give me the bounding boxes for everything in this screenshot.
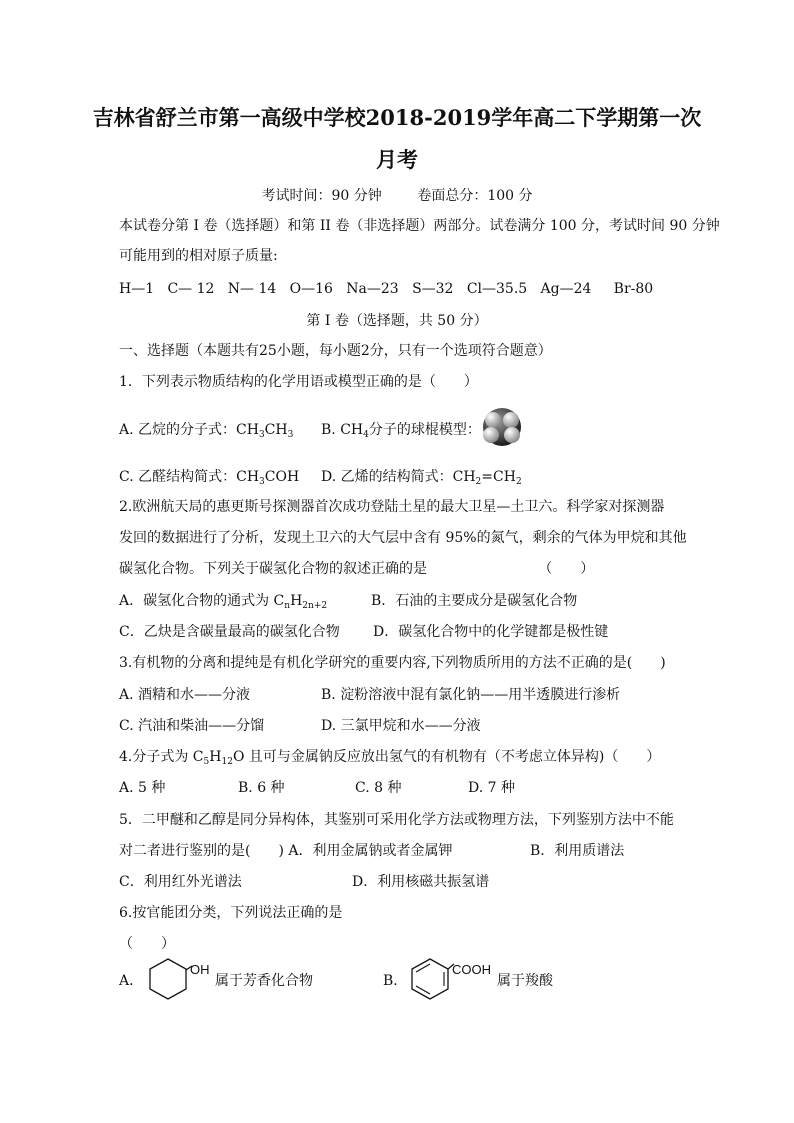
q2-stem-line2: 发回的数据进行了分析，发现土卫六的大气层中含有 95%的氮气，剩余的气体为甲烷和其他 bbox=[119, 530, 687, 546]
methane-ball-model-icon bbox=[476, 406, 528, 448]
q1-option-a: A. 乙烷的分子式：$CH_3CH_3$ bbox=[119, 422, 294, 440]
q1-option-d: D. 乙烯的结构简式：$CH_2=CH_2$ bbox=[321, 469, 522, 487]
q3-option-c: C. 汽油和柴油——分馏 bbox=[119, 718, 265, 734]
q5-option-b: B．利用质谱法 bbox=[530, 843, 625, 859]
q5-stem-line1: 5．二甲醚和乙醇是同分异构体，其鉴别可采用化学方法或物理方法，下列鉴别方法中不能 bbox=[119, 812, 674, 828]
intro-line1: 本试卷分第 I 卷（选择题）和第 II 卷（非选择题）两部分。试卷满分 100 分，考试时间 90 分钟 bbox=[119, 218, 720, 234]
q1-option-b: B. $CH_4$分子的球棍模型： bbox=[321, 422, 481, 440]
q4-option-a: A. 5 种 bbox=[119, 780, 166, 796]
benzoic-acid-structure-icon bbox=[406, 955, 456, 1003]
q2-option-b: B．石油的主要成分是碳氢化合物 bbox=[371, 593, 578, 609]
q6-option-b-label: B． bbox=[383, 973, 408, 989]
q3-option-d: D. 三氯甲烷和水——分液 bbox=[321, 718, 481, 734]
q5-stem-line2: 对二者进行鉴别的是( ) A．利用金属钠或者金属钾 bbox=[119, 843, 453, 859]
q2-option-a: A．碳氢化合物的通式为 $C_nH_{2n+2}$ bbox=[119, 593, 328, 611]
q4-option-d: D. 7 种 bbox=[468, 780, 515, 796]
part1-title: 第 I 卷（选择题，共 50 分） bbox=[306, 313, 488, 329]
q4-stem: 4.分子式为 $C_5H_{12}O$ 且可与金属钠反应放出氢气的有机物有（不考虑立体异构)（ ） bbox=[119, 749, 661, 767]
q3-option-b: B. 淀粉溶液中混有氯化钠——用半透膜进行渗析 bbox=[321, 687, 621, 703]
q6-option-a-text: 属于芳香化合物 bbox=[215, 973, 313, 989]
q2-stem-line1: 2.欧洲航天局的惠更斯号探测器首次成功登陆土星的最大卫星—土卫六。科学家对探测器 bbox=[119, 499, 665, 515]
q5-option-d: D．利用核磁共振氢谱 bbox=[352, 874, 490, 890]
intro-line2: 可能用到的相对原子质量: bbox=[119, 248, 278, 264]
q3-stem: 3.有机物的分离和提纯是有机化学研究的重要内容,下列物质所用的方法不正确的是( ) bbox=[119, 655, 666, 671]
q6-option-b-group: COOH bbox=[452, 962, 491, 977]
section1-heading: 一、选择题（本题共有25小题，每小题2分，只有一个选项符合题意） bbox=[119, 343, 552, 359]
q4-option-c: C. 8 种 bbox=[355, 780, 402, 796]
q6-answer-paren: （ ） bbox=[119, 936, 175, 952]
exam-info: 考试时间：90 分钟 卷面总分：100 分 bbox=[261, 188, 533, 204]
q6-stem: 6.按官能团分类，下列说法正确的是 bbox=[119, 905, 343, 921]
q6-option-b-text: 属于羧酸 bbox=[497, 973, 553, 989]
atomic-masses: H—1 C— 12 N— 14 O—16 Na—23 S—32 Cl—35.5 Ag—24 Br-80 bbox=[119, 281, 654, 297]
q6-option-a-label: A． bbox=[119, 973, 144, 989]
q1-option-c: C. 乙醛结构简式：$CH_3COH$ bbox=[119, 469, 300, 487]
q1-stem: 1．下列表示物质结构的化学用语或模型正确的是（ ） bbox=[119, 374, 478, 390]
q2-stem-line3: 碳氢化合物。下列关于碳氢化合物的叙述正确的是 （ ） bbox=[119, 561, 595, 577]
q3-option-a: A. 酒精和水——分液 bbox=[119, 687, 251, 703]
q2-option-c: C．乙炔是含碳量最高的碳氢化合物 bbox=[119, 624, 340, 640]
exam-title-line1: 吉林省舒兰市第一高级中学校2018-2019学年高二下学期第一次 bbox=[92, 105, 702, 130]
q2-option-d: D．碳氢化合物中的化学键都是极性键 bbox=[373, 624, 609, 640]
q4-option-b: B. 6 种 bbox=[238, 780, 285, 796]
exam-title-line2: 月考 bbox=[376, 147, 418, 172]
cyclohexanol-bond-icon bbox=[184, 962, 194, 972]
q5-option-c: C．利用红外光谱法 bbox=[119, 874, 242, 890]
q6-option-a-group: OH bbox=[190, 962, 210, 977]
